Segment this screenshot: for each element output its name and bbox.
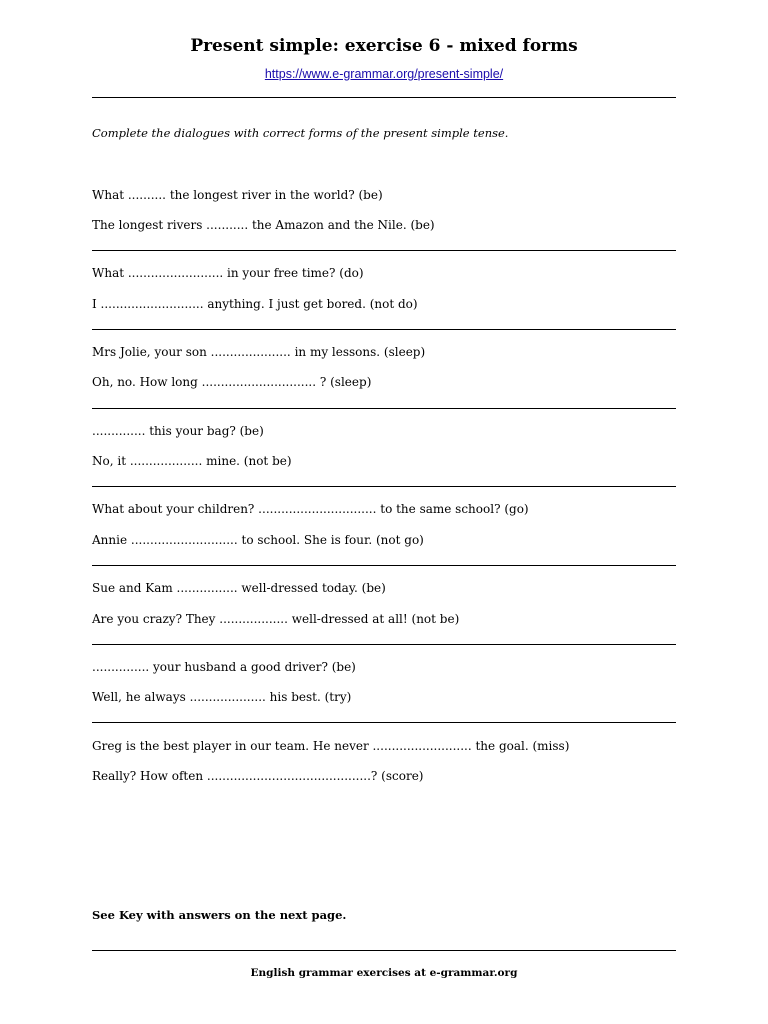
dialogue-1-question: What .......... the longest river in the world? (be) bbox=[92, 188, 383, 202]
dialogue-7-question: ............... your husband a good driver? (be) bbox=[92, 660, 356, 674]
page-footer: English grammar exercises at e-grammar.org bbox=[250, 967, 518, 979]
dialogue-divider bbox=[92, 329, 676, 330]
exercise-instructions: Complete the dialogues with correct forms of the present simple tense. bbox=[92, 126, 509, 140]
dialogue-3-question: Mrs Jolie, your son ..................... in my lessons. (sleep) bbox=[92, 345, 426, 359]
dialogue-5-answer: Annie ............................ to school. She is four. (not go) bbox=[92, 533, 424, 547]
dialogue-2-answer: I ........................... anything. I just get bored. (not do) bbox=[92, 297, 418, 311]
dialogue-4-answer: No, it ................... mine. (not be) bbox=[92, 454, 292, 468]
dialogue-divider bbox=[92, 408, 676, 409]
dialogue-3-answer: Oh, no. How long .............................. ? (sleep) bbox=[92, 375, 372, 389]
answer-key-note: See Key with answers on the next page. bbox=[92, 908, 347, 922]
dialogue-8-question: Greg is the best player in our team. He never .......................... the goal. (miss) bbox=[92, 739, 570, 753]
dialogue-6-question: Sue and Kam ................ well-dressed today. (be) bbox=[92, 581, 386, 595]
source-url-link[interactable]: https://www.e-grammar.org/present-simple/ bbox=[264, 67, 504, 81]
dialogue-8-answer: Really? How often ...........................................? (score) bbox=[92, 769, 424, 783]
dialogue-1-answer: The longest rivers ........... the Amazon and the Nile. (be) bbox=[92, 218, 435, 232]
dialogue-5-question: What about your children? ............................... to the same school? (go) bbox=[92, 502, 529, 516]
dialogue-divider bbox=[92, 565, 676, 566]
dialogue-divider bbox=[92, 486, 676, 487]
dialogue-7-answer: Well, he always .................... his best. (try) bbox=[92, 690, 352, 704]
dialogue-6-answer: Are you crazy? They .................. well-dressed at all! (not be) bbox=[92, 612, 460, 626]
page-title: Present simple: exercise 6 - mixed forms bbox=[190, 36, 578, 56]
footer-divider bbox=[92, 950, 676, 951]
dialogue-2-question: What ......................... in your free time? (do) bbox=[92, 266, 364, 280]
header-divider bbox=[92, 97, 676, 98]
dialogue-divider bbox=[92, 250, 676, 251]
dialogue-divider bbox=[92, 644, 676, 645]
dialogue-4-question: .............. this your bag? (be) bbox=[92, 424, 264, 438]
dialogue-divider bbox=[92, 722, 676, 723]
